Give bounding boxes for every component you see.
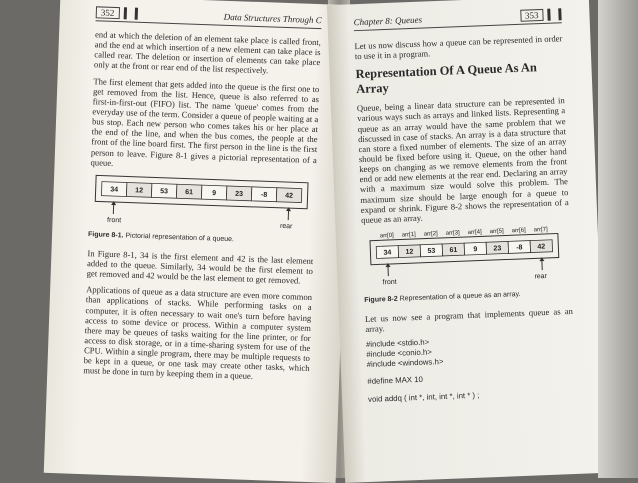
rear-label: rear — [280, 223, 293, 230]
queue-cell-value: 42 — [537, 243, 545, 250]
queue-cell-value: 53 — [160, 188, 168, 195]
left-running-title: Data Structures Through C — [224, 12, 322, 25]
queue-cell-value: -8 — [516, 244, 523, 251]
figure-8-2 — [362, 223, 572, 295]
array-index-label: arr[3] — [446, 230, 461, 237]
right-intro: Let us now discuss how a queue can be represented in order to use it in a program. — [354, 33, 563, 61]
left-paragraph-3: In Figure 8-1, 34 is the first element and 42 is the last element added to the queue. Similarly, 34 would be the first element to get removed and 42 would be the last element to get removed. — [87, 248, 314, 286]
array-index-label: arr[6] — [512, 228, 527, 235]
right-paragraph-2: Let us now see a program that implements queue as an array. — [365, 306, 574, 334]
code-line: #include <conio.h> — [366, 342, 574, 360]
left-page-number: 352 — [96, 6, 120, 19]
queue-cell-value: 23 — [493, 245, 501, 252]
figure-8-2-number: Figure 8-2 — [364, 296, 398, 304]
array-index-label: arr[2] — [424, 231, 439, 238]
queue-cell-value: 53 — [427, 248, 435, 255]
queue-cell-value: 34 — [110, 186, 118, 193]
left-paragraph-1: end at which the deletion of an element take place is called front, and the end at which insertion of a new element can take place is called rear. The deletion or insertion of elements can take place only at the front or rear end of the list respectively. — [94, 29, 321, 77]
array-index-label: arr[7] — [534, 227, 549, 234]
figure-8-1-text: Pictorial representation of a queue. — [125, 232, 234, 243]
left-page — [44, 0, 353, 483]
figure-8-1-number: Figure 8-1. — [88, 231, 124, 239]
left-paragraph-4: Applications of queue as a data structure are even more common than applications of stacks. While performing tasks on a computer, it is often necessary to wait one's turn before having access to some device or process. Within a computer system there may be queues of tasks waiting for the line printer, or for access to disk storage, or in a time-sharing system for use of the CPU. Within a single program, there may be multiple requests to be kept in a queue, or one task may create other tasks, which must be done in turn by keeping them in a queue. — [83, 284, 312, 383]
array-index-label: arr[4] — [468, 229, 483, 236]
code-define: #define MAX 10 — [367, 369, 575, 387]
queue-cell-value: 34 — [383, 249, 391, 256]
array-index-label: arr[0] — [380, 233, 395, 240]
front-label: front — [382, 279, 396, 287]
rear-label: rear — [534, 273, 547, 280]
header-bars-icon — [123, 7, 137, 19]
header-bars-icon — [547, 8, 561, 21]
array-index-label: arr[5] — [490, 229, 505, 236]
code-line: #include <windows.h> — [367, 352, 575, 370]
front-label: front — [107, 217, 121, 224]
code-prototype: void addq ( int *, int, int *, int * ) ; — [368, 387, 576, 405]
queue-cell-value: 61 — [449, 247, 457, 254]
code-line: #include <stdio.h> — [366, 332, 574, 350]
section-heading: Representation Of A Queue As An Array — [355, 59, 564, 97]
queue-cell-value: 12 — [135, 187, 143, 194]
queue-cell-value: -8 — [261, 192, 268, 199]
right-page — [327, 0, 607, 483]
left-paragraph-2: The first element that gets added into the queue is the first one to get removed from the list. Hence, queue is also referred to as first-in-first-out (FIFO) list. The name 'queue' comes from the everyday use of the term. Consider a queue of people waiting at a bus stop. Each new person who comes takes his or her place at the end of the line, and when the bus comes, the people at the front of the line board first. The first person in the line is the first person to leave. Figure 8-1 gives a pictorial representation of a queue. — [90, 76, 319, 175]
queue-cell-value: 42 — [285, 192, 293, 199]
queue-cell-value: 9 — [212, 190, 216, 197]
code-includes — [366, 332, 575, 369]
figure-8-2-text: Representation of a queue as an array. — [400, 291, 521, 303]
right-paragraph-1: Queue, being a linear data structure can be represented in various ways such as arrays and linked lists. Representing a queue as an array would have the same problem that we discussed in case of stacks. An array is a data structure that can store a fixed number of elements. The size of an array should be fixed before using it. Queue, on the other hand keeps on changing as we remove elements from the front end or add new elements at the rear end. Declaring an array with a maximum size would solve this problem. The maximum size should be large enough for a queue to expand or shrink. Figure 8-2 shows the representation of a queue as an array. — [357, 95, 570, 225]
right-running-head — [353, 8, 561, 31]
book-edge — [598, 0, 638, 478]
queue-cell-value: 23 — [235, 191, 243, 198]
array-index-label: arr[1] — [402, 232, 417, 239]
right-running-title: Chapter 8: Queues — [353, 15, 422, 28]
queue-cell-value: 9 — [473, 246, 477, 253]
queue-cell-value: 12 — [405, 249, 413, 256]
figure-8-1 — [88, 173, 316, 237]
left-running-head — [96, 6, 322, 29]
queue-cell-value: 61 — [185, 189, 193, 196]
right-page-number: 353 — [520, 9, 544, 22]
